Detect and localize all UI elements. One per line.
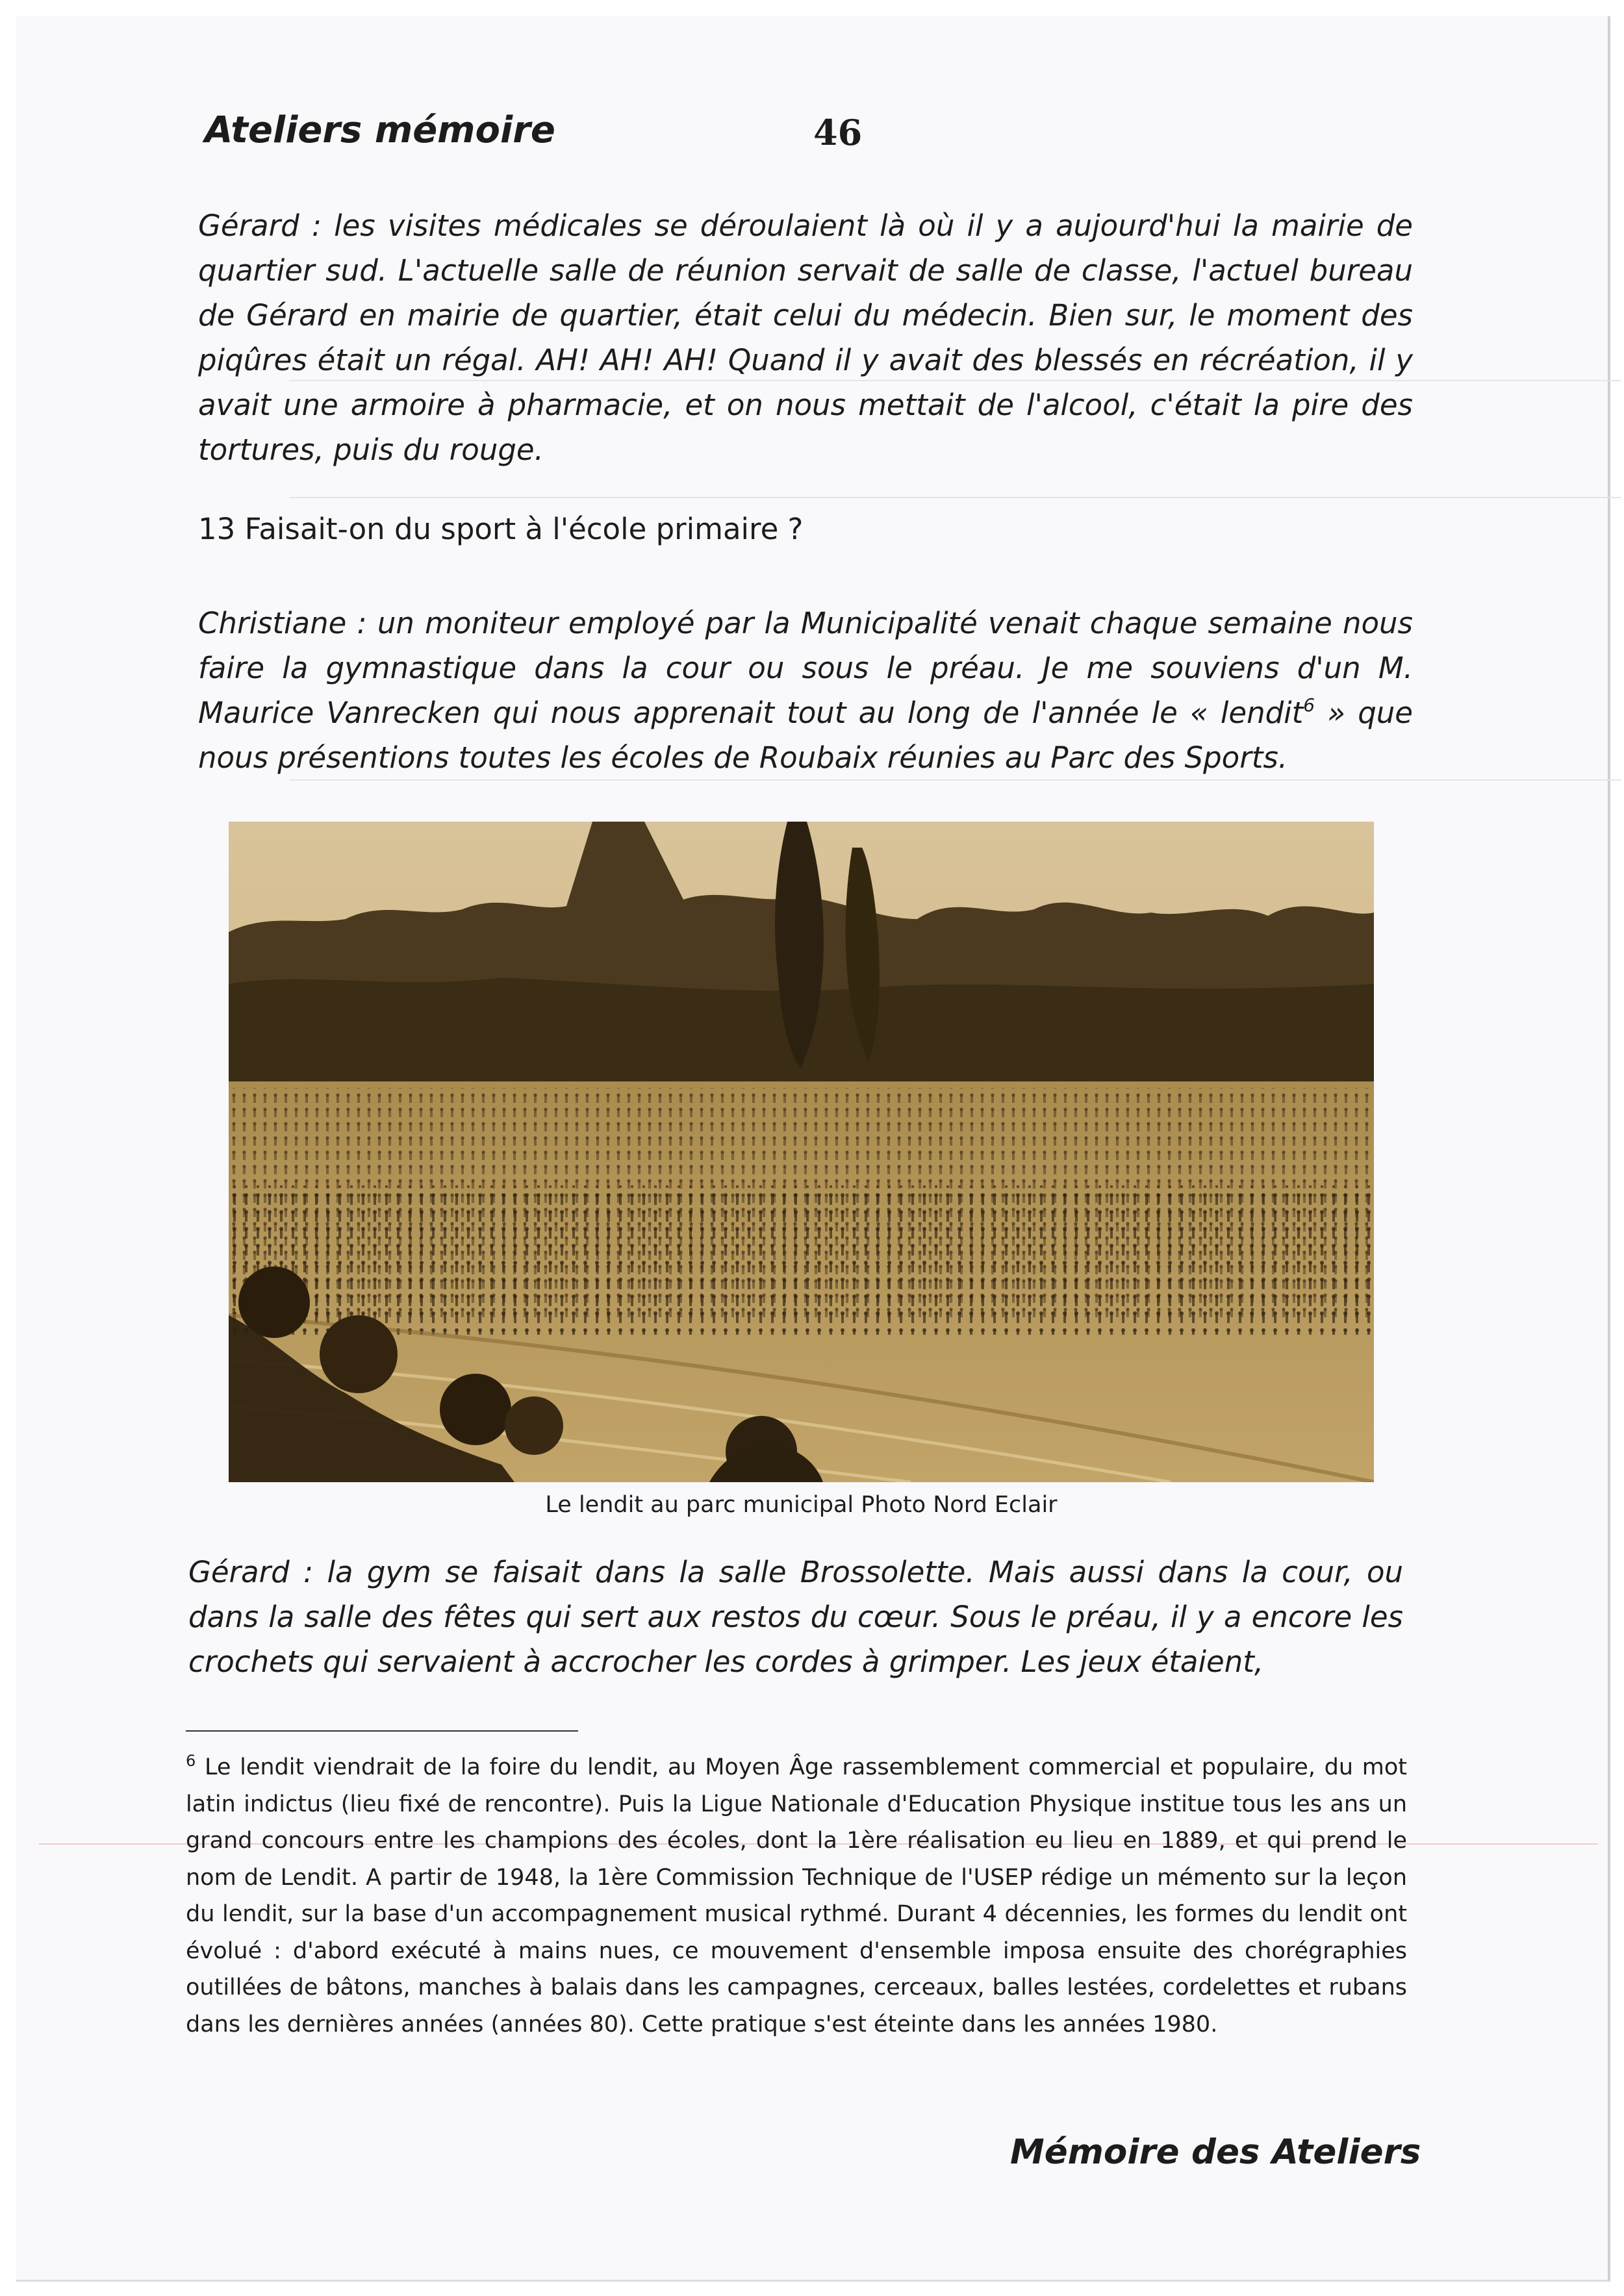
paragraph-christiane: [198, 601, 1413, 780]
question-13: 13 Faisait-on du sport à l'école primaire ?: [198, 512, 804, 546]
footnote-number: 6: [186, 1752, 196, 1770]
footnote-separator: [186, 1730, 578, 1732]
header-title: Ateliers mémoire: [205, 109, 555, 151]
footer-title: Mémoire des Ateliers: [1010, 2132, 1421, 2172]
paragraph-christiane-text: Christiane : un moniteur employé par la Municipalité venait chaque semaine nous faire la gymnastique dans la cour ou sous le préau. Je me souviens d'un M. Maurice Vanrecken qui nous apprenait tout au long de l'année le « lendit: [198, 606, 1413, 730]
lendit-photo: [229, 822, 1374, 1482]
footnote-reference[interactable]: 6: [1303, 694, 1315, 716]
footnote-text: Le lendit viendrait de la foire du lendit, au Moyen Âge rassemblement commercial et populaire, du mot latin indictus (lieu fixé de rencontre). Puis la Ligue Nationale d'Education Physique institue tous les ans un grand concours entre les champions des écoles, dont la 1ère réalisation eu lieu en 1889, et qui prend le nom de Lendit. A partir de 1948, la 1ère Commission Technique de l'USEP rédige un mémento sur la leçon du lendit, sur la base d'un accompagnement musical rythmé. Durant 4 décennies, les formes du lendit ont évolué : d'abord exécuté à mains nues, ce mouvement d'ensemble imposa ensuite des chorégraphies outillées de bâtons, manches à balais dans les campagnes, cerceaux, balles lestées, cordelettes et rubans dans les dernières années (années 80). Cette pratique s'est éteinte dans les années 1980.: [186, 1754, 1407, 2037]
photo-caption: Le lendit au parc municipal Photo Nord Eclair: [545, 1492, 1058, 1518]
paragraph-christiane-text-end: » que nous présentions toutes les écoles de Roubaix réunies au Parc des Sports.: [198, 696, 1413, 775]
paragraph-gerard-medical: Gérard : les visites médicales se déroulaient là où il y a aujourd'hui la mairie de quartier sud. L'actuelle salle de réunion servait de salle de classe, l'actuel bureau de Gérard en mairie de quartier, était celui du médecin. Bien sur, le moment des piqûres était un régal. AH! AH! AH! Quand il y avait des blessés en récréation, il y avait une armoire à pharmacie, et on nous mettait de l'alcool, c'était la pire des tortures, puis du rouge.: [198, 208, 1413, 467]
footnote: [186, 1749, 1407, 2043]
show-through-line: [289, 497, 1621, 498]
paragraph-gerard-gym: Gérard : la gym se faisait dans la salle Brossolette. Mais aussi dans la cour, ou dans la salle des fêtes qui sert aux restos du cœur. Sous le préau, il y a encore les crochets qui servaient à accrocher les cordes à grimper. Les jeux étaient,: [188, 1555, 1403, 1679]
page-number: 46: [813, 112, 863, 153]
